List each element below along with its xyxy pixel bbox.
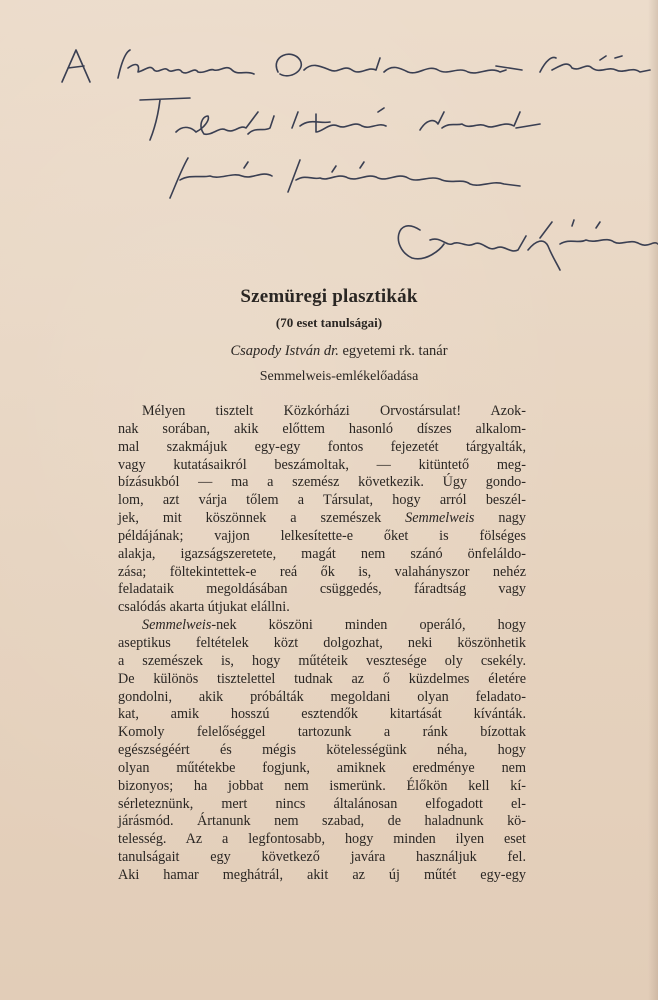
- body-line: lom, azt várja tőlem a Társulat, hogy arról beszél-: [118, 492, 526, 509]
- body-line: alakja, igazságszeretete, magát nem szánó önfeláldo-: [118, 545, 526, 562]
- body-line: Komoly felelőséggel tartozunk a ránk bízottak: [118, 724, 526, 741]
- author-name: Csapody István dr.: [230, 343, 339, 359]
- body-line: [118, 510, 526, 528]
- body-line: bizonyos; ha jobbat nem ismerünk. Élőkön kell kí-: [118, 777, 526, 794]
- body-line: aseptikus feltételek közt dolgozhat, neki köszönhetik: [118, 634, 526, 651]
- body-line: telesség. Az a legfontosabb, hogy minden ilyen eset: [118, 831, 526, 848]
- author-role: egyetemi rk. tanár: [338, 343, 448, 359]
- body-line: egészségéért és mégis kötelességünk néha, hogy: [118, 742, 526, 759]
- body-line: csalódás akarta útjukat elállni.: [118, 599, 290, 616]
- body-line: bízásukból — ma a szemész következik. Úgy gondo-: [118, 474, 526, 491]
- body-line-part: nagy: [474, 510, 526, 527]
- body-line: tanulságait egy következő javára használjuk fel.: [118, 849, 526, 866]
- body-line: mal szakmájuk egy-egy fontos fejezetét tárgyalták,: [118, 438, 526, 455]
- page-edge-shadow: [648, 0, 658, 1000]
- lecture-title: Semmelweis-emlékelőadása: [259, 369, 419, 384]
- body-line: gondolni, akik próbálták megoldani olyan feladato-: [118, 688, 526, 705]
- body-line-part: Semmelweis: [142, 617, 212, 634]
- author-line: [10, 343, 658, 360]
- article-subtitle: (70 eset tanulságai): [275, 315, 383, 330]
- body-line: példájának; vajjon lelkesítette-e őket is fölséges: [118, 527, 526, 544]
- body-line-part: jek, mit köszönnek a szemészek: [118, 510, 406, 527]
- body-line: [118, 617, 526, 635]
- body-line: zása; föltekintettek-e reá ők is, valahányszor nehéz: [118, 563, 526, 580]
- article-title: Szemüregi plasztikák: [240, 286, 418, 307]
- handwritten-dedication: [0, 0, 658, 290]
- body-line: kat, amik hosszú esztendők kitartását kívánták.: [118, 706, 526, 723]
- body-line: Aki hamar meghátrál, akit az új műtét egy-egy: [118, 866, 526, 883]
- body-line: feladataik megoldásában csüggedés, fáradtság vagy: [118, 581, 526, 598]
- body-line: olyan műtétekbe fogjunk, amiknek eredménye nem: [118, 759, 526, 776]
- body-line: nak sorában, akik előttem hasonló díszes alkalom-: [118, 420, 526, 437]
- body-line-part: -nek köszöni minden operáló, hogy: [211, 617, 526, 634]
- body-line: járásmód. Ártanunk nem szabad, de haladnunk kö-: [118, 813, 526, 830]
- body-line-part: Semmelweis: [405, 510, 475, 527]
- body-line: vagy kutatásaikról beszámoltak, — kitüntető meg-: [118, 456, 526, 473]
- body-line: a szemészek is, hogy műtéteik vesztesége oly csekély.: [118, 652, 526, 669]
- body-line: sérleteznünk, mert nincs általánosan elfogadott el-: [118, 795, 526, 812]
- handwritten-dedication-drawing: [0, 0, 658, 290]
- body-text: [118, 403, 526, 885]
- body-line: De különös tisztelettel tudnak az ő küzdelmes életére: [118, 670, 526, 687]
- body-line: Mélyen tisztelt Közkórházi Orvostársulat! Azok-: [142, 403, 526, 419]
